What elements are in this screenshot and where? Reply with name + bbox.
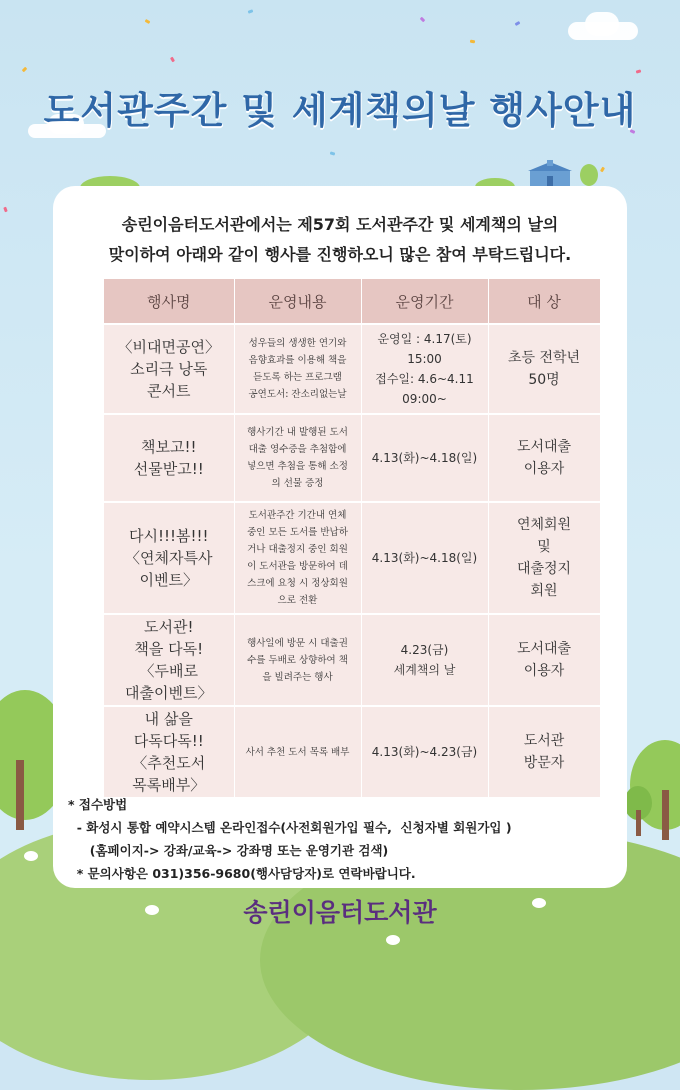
table-row (104, 614, 600, 706)
notes-line: * 문의사항은 031)356-9680(행사담당자)로 연락바랍니다. (68, 866, 416, 881)
flower-decoration (24, 851, 38, 861)
table-row (104, 324, 600, 414)
event-target-cell: 도서대출 이용자 (488, 614, 600, 706)
event-target-cell: 도서대출 이용자 (488, 414, 600, 502)
table-row (104, 414, 600, 502)
event-name-cell: 다시!!!봄!!! 〈연체자특사 이벤트〉 (104, 502, 234, 614)
event-desc-cell: 성우들의 생생한 연기와 음향효과를 이용해 책을 듣도록 하는 프로그램 공연도서: 잔소리없는날 (234, 324, 361, 414)
event-target-cell: 초등 전학년 50명 (488, 324, 600, 414)
flower-decoration (386, 935, 400, 945)
intro-line: 송린이음터도서관에서는 제57회 도서관주간 및 세계책의 날의 (121, 215, 559, 234)
event-desc-cell: 행사일에 방문 시 대출권 수를 두배로 상향하여 책 을 빌려주는 행사 (234, 614, 361, 706)
cloud-decoration (585, 12, 619, 36)
notes-section (68, 793, 628, 885)
header-content: 운영내용 (234, 279, 361, 324)
event-period-cell: 4.13(화)~4.18(일) (361, 502, 488, 614)
notes-line: (홈페이지-> 강좌/교육-> 강좌명 또는 운영기관 검색) (68, 843, 389, 858)
confetti-decoration (470, 40, 475, 44)
tree-trunk (16, 760, 24, 830)
notes-line: - 화성시 통합 예약시스템 온라인접수(사전회원가입 필수, 신청자별 회원가입 ) (68, 820, 512, 835)
event-period-cell: 4.23(금) 세계책의 날 (361, 614, 488, 706)
header-period: 운영기간 (361, 279, 488, 324)
event-name-cell: 책보고!! 선물받고!! (104, 414, 234, 502)
event-period-cell: 4.13(화)~4.18(일) (361, 414, 488, 502)
event-period-cell: 운영일 : 4.17(토) 15:00 접수일: 4.6~4.11 09:00~ (361, 324, 488, 414)
event-desc-cell: 행사기간 내 발행된 도서 대출 영수증을 추첨함에 넣으면 추첨을 통해 소정 의 선물 증정 (234, 414, 361, 502)
event-desc-cell: 사서 추천 도서 목록 배부 (234, 706, 361, 797)
table-row (104, 706, 600, 797)
tree-trunk (662, 790, 669, 840)
event-period-cell: 4.13(화)~4.23(금) (361, 706, 488, 797)
event-target-cell: 연체회원 및 대출정지 회원 (488, 502, 600, 614)
event-desc-cell: 도서관주간 기간내 연체 중인 모든 도서를 반납하 거나 대출정지 중인 회원 이 도서관을 방문하여 데 스크에 요청 시 정상회원 으로 전환 (234, 502, 361, 614)
header-target: 대 상 (488, 279, 600, 324)
page-title: 도서관주간 및 세계책의날 행사안내 (43, 89, 637, 132)
building-icon (528, 160, 572, 186)
intro-text (53, 210, 627, 270)
event-target-cell: 도서관 방문자 (488, 706, 600, 797)
library-name-footer: 송린이음터도서관 (243, 898, 437, 927)
event-name-cell: 내 삶을 다독다독!! 〈추천도서 목록배부〉 (104, 706, 234, 797)
tree-trunk (636, 810, 641, 836)
header-event-name: 행사명 (104, 279, 234, 324)
notes-heading: * 접수방법 (68, 797, 128, 812)
table-row (104, 502, 600, 614)
table-header-row (104, 279, 600, 324)
intro-line: 맞이하여 아래와 같이 행사를 진행하오니 많은 참여 부탁드립니다. (108, 245, 572, 264)
events-table (104, 279, 601, 797)
event-name-cell: 〈비대면공연〉 소리극 낭독 콘서트 (104, 324, 234, 414)
event-name-cell: 도서관! 책을 다독! 〈두배로 대출이벤트〉 (104, 614, 234, 706)
tree-decoration (580, 164, 598, 186)
